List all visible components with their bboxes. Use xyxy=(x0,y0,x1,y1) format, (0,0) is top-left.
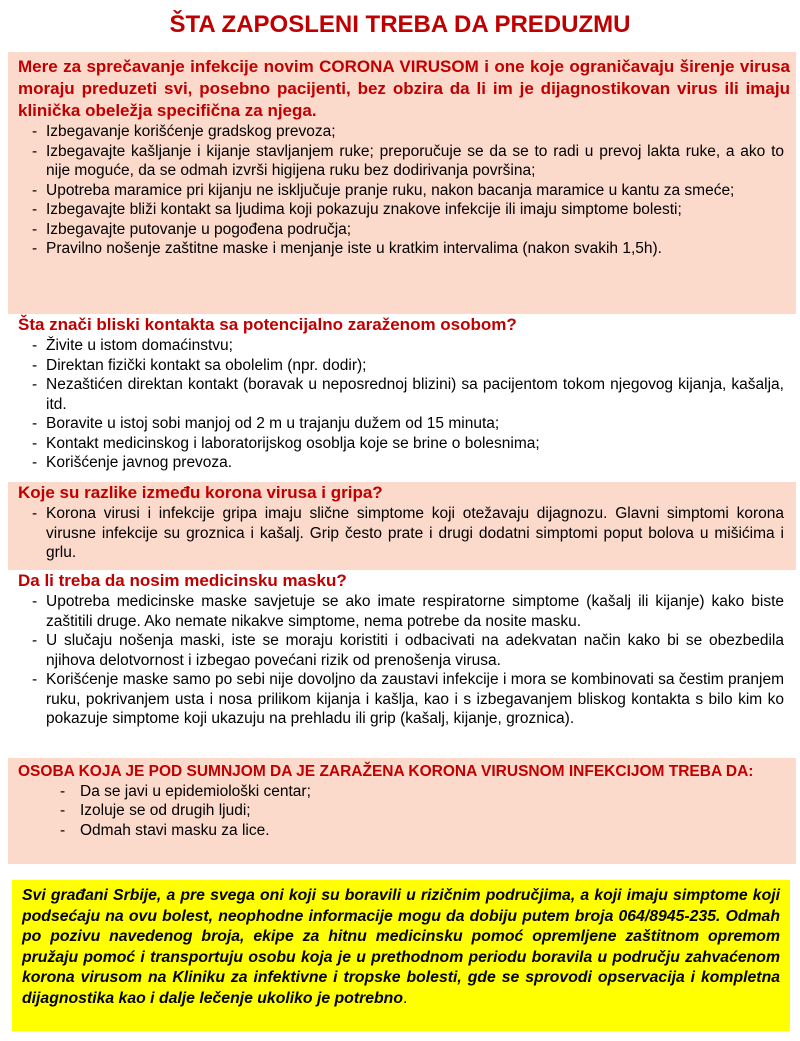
list-item: - Da se javi u epidemiološki centar; xyxy=(8,782,796,802)
list-item: - Živite u istom domaćinstvu; xyxy=(8,336,796,356)
suspect-list xyxy=(8,782,796,841)
list-item: - U slučaju nošenja maski, iste se moraju koristiti i odbacivati na adekvatan način kako bi se obezbedila njihova delotvornost i izbegao povećani rizik od prenošenja virusa. xyxy=(8,631,796,670)
list-item: - Kontakt medicinskog i laboratorijskog osoblja koje se brine o bolesnima; xyxy=(8,434,796,454)
hotline-notice xyxy=(12,880,790,1031)
list-item: - Upotreba maramice pri kijanju ne isključuje pranje ruku, nakon bacanja maramice u kantu za smeće; xyxy=(8,181,796,201)
flu-heading: Koje su razlike između korona virusa i gripa? xyxy=(18,483,383,502)
list-item: - Nezaštićen direktan kontakt (boravak u neposrednoj blizini) sa pacijentom tokom njegovog kijanja, kašalja, itd. xyxy=(8,375,796,414)
measures-list xyxy=(8,122,796,259)
list-item: - Izoluje se od drugih ljudi; xyxy=(8,801,796,821)
mask-section xyxy=(8,570,796,758)
notice-text: Svi građani Srbije, a pre svega oni koji su boravili u rizičnim područjima, a koji imaju simptome koji podsećaju na ovu bolest, neophodne informacije mogu da dobiju putem broja 064/8945-235. Odmah po pozivu navedenog broja, ekipe za hitnu medicinsku pomoć opremljene zaštitnom opremom pružaju pomoć i transportuju osobu koja je u prethodnom periodu boravila u području zahvaćenom korona virusom na Kliniku za infektivne i tropske bolesti, gde se sprovodi opservacija i kompletna dijagnostika kao i dalje lečenje ukoliko je potrebno xyxy=(22,887,780,1007)
list-item: - Izbegavajte kašljanje i kijanje stavljanjem ruke; preporučuje se da se to radi u prevoj lakta ruke, a ako to nije moguće, da se odmah izvrši higijena ruku bez dodirivanja površina; xyxy=(8,142,796,181)
list-item: - Upotreba medicinske maske savjetuje se ako imate respiratorne simptome (kašalj ili kijanje) kako biste zaštitili druge. Ako nemate nikakve simptome, nema potrebe da nosite masku. xyxy=(8,592,796,631)
contact-list xyxy=(8,336,796,473)
flu-list xyxy=(8,504,796,563)
suspect-section xyxy=(8,758,796,864)
notice-end: . xyxy=(402,989,408,1007)
contact-section xyxy=(8,314,796,482)
list-item: - Izbegavajte bliži kontakt sa ljudima koji pokazuju znakove infekcije ili imaju simptome bolesti; xyxy=(8,200,796,220)
measures-heading: Mere za sprečavanje infekcije novim CORONA VIRUSOM i one koje ograničavaju širenje virusa moraju preduzeti svi, posebno pacijenti, bez obzira da li im je dijagnostikovan virus ili imaju klinička obeležja specifična za njega. xyxy=(18,57,790,120)
list-item: - Pravilno nošenje zaštitne maske i menjanje iste u kratkim intervalima (nakon svakih 1,5h). xyxy=(8,239,796,259)
page-title: ŠTA ZAPOSLENI TREBA DA PREDUZMU xyxy=(169,11,631,38)
contact-heading: Šta znači bliski kontakta sa potencijalno zaraženom osobom? xyxy=(18,315,517,334)
flu-section xyxy=(8,482,796,570)
list-item: - Izbegavanje korišćenje gradskog prevoza; xyxy=(8,122,796,142)
list-item: - Direktan fizički kontakt sa obolelim (npr. dodir); xyxy=(8,356,796,376)
measures-section xyxy=(8,52,796,314)
list-item: - Boravite u istoj sobi manjoj od 2 m u trajanju dužem od 15 minuta; xyxy=(8,414,796,434)
suspect-heading: OSOBA KOJA JE POD SUMNJOM DA JE ZARAŽENA KORONA VIRUSNOM INFEKCIJOM TREBA DA: xyxy=(18,763,754,780)
list-item: - Korona virusi i infekcije gripa imaju slične simptome koji otežavaju dijagnozu. Glavni simptomi korona virusne infekcije su groznica i kašalj. Grip često prate i drugi dodatni simptomi poput bolova u mišićima i grlu. xyxy=(8,504,796,563)
list-item: - Odmah stavi masku za lice. xyxy=(8,821,796,841)
mask-heading: Da li treba da nosim medicinsku masku? xyxy=(18,571,347,590)
mask-list xyxy=(8,592,796,729)
list-item: - Korišćenje maske samo po sebi nije dovoljno da zaustavi infekcije i mora se kombinovati sa čestim pranjem ruku, pokrivanjem usta i nosa prilikom kijanja i kašlja, kao i s izbegavanjem bliskog kontakta s bilo kim ko pokazuje simptome koji ukazuju na prehladu ili grip (kašalj, kijanje, groznica). xyxy=(8,670,796,729)
list-item: - Korišćenje javnog prevoza. xyxy=(8,453,796,473)
list-item: - Izbegavajte putovanje u pogođena područja; xyxy=(8,220,796,240)
